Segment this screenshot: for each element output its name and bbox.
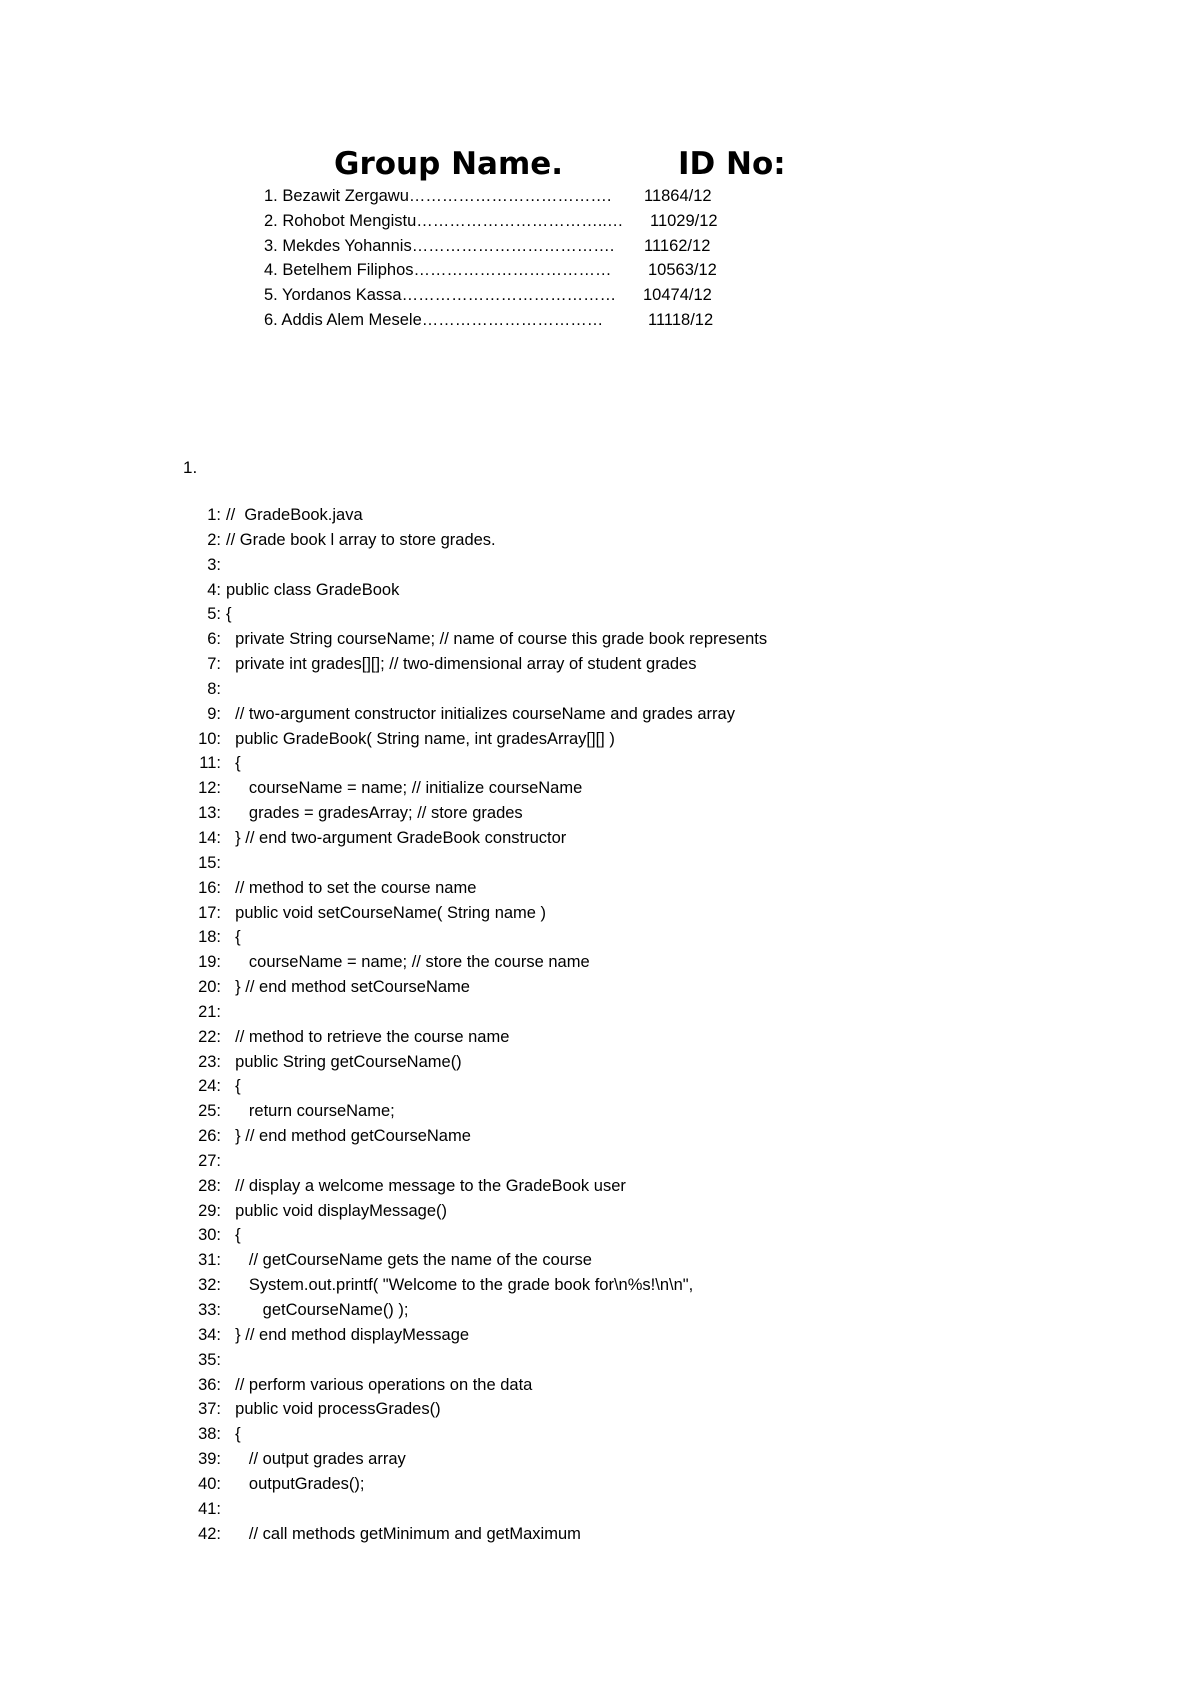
code-line [183, 1025, 943, 1050]
code-text: { [226, 928, 241, 947]
member-name: 5. Yordanos Kassa………………………………… [264, 286, 617, 305]
code-text: public void setCourseName( String name ) [226, 903, 547, 922]
code-line [183, 503, 943, 528]
code-line [183, 578, 943, 603]
line-number: 23: [198, 1052, 221, 1071]
code-text: getCourseName() ); [226, 1301, 409, 1319]
code-line [183, 677, 943, 702]
code-text: { [226, 1077, 241, 1096]
code-text: { [226, 1425, 241, 1444]
line-number: 36: [198, 1375, 221, 1394]
line-number: 24: [198, 1077, 221, 1096]
code-line [183, 1472, 943, 1497]
line-number: 12: [198, 779, 221, 798]
code-line [183, 950, 943, 975]
code-text: } // end method setCourseName [226, 978, 470, 997]
question-number: 1. [183, 458, 198, 477]
line-number: 10: [198, 729, 221, 748]
line-number: 42: [198, 1524, 221, 1543]
code-text: // display a welcome message to the GradeBook user [226, 1176, 626, 1195]
code-text: return courseName; [226, 1102, 395, 1121]
code-text: public void displayMessage() [226, 1201, 448, 1220]
line-number: 9: [207, 704, 221, 723]
code-line [183, 1348, 943, 1373]
code-line [183, 553, 943, 578]
member-id: 11162/12 [644, 236, 711, 255]
code-line [183, 1174, 943, 1199]
line-number: 17: [198, 903, 221, 922]
line-number: 35: [198, 1350, 221, 1369]
code-text: public GradeBook( String name, int gradesArray[][] ) [226, 729, 615, 748]
line-number: 2: [207, 530, 221, 549]
member-row [264, 184, 784, 209]
member-id: 11864/12 [644, 187, 712, 205]
line-number: 14: [198, 828, 221, 847]
line-number: 40: [198, 1474, 221, 1493]
code-listing [183, 503, 943, 1546]
line-number: 28: [198, 1176, 221, 1195]
member-row [264, 234, 784, 259]
line-number: 19: [198, 953, 221, 972]
code-line [183, 1522, 943, 1547]
line-number: 15: [198, 853, 221, 872]
code-text: courseName = name; // store the course name [226, 953, 590, 972]
code-line [183, 1050, 943, 1075]
line-number: 38: [198, 1425, 221, 1444]
code-text: // method to retrieve the course name [226, 1027, 510, 1046]
code-line [183, 1273, 943, 1298]
line-number: 1: [207, 506, 221, 524]
code-text: public class GradeBook [226, 580, 400, 599]
code-text: public String getCourseName() [226, 1052, 462, 1071]
code-line [183, 652, 943, 677]
code-line [183, 851, 943, 876]
member-name: 4. Betelhem Filiphos……………………………… [264, 261, 612, 280]
line-number: 7: [207, 655, 221, 674]
line-number: 5: [207, 605, 221, 624]
line-number: 37: [198, 1400, 221, 1419]
member-row [264, 308, 784, 333]
member-list [264, 184, 784, 333]
line-number: 41: [198, 1499, 221, 1518]
code-text: private String courseName; // name of course this grade book represents [226, 630, 768, 649]
code-line [183, 1248, 943, 1273]
code-line [183, 727, 943, 752]
id-number-heading: ID No: [678, 146, 786, 182]
code-text: // call methods getMinimum and getMaximum [226, 1524, 581, 1543]
code-text: outputGrades(); [226, 1474, 365, 1493]
code-line [183, 1074, 943, 1099]
line-number: 27: [198, 1151, 221, 1170]
line-number: 34: [198, 1325, 221, 1344]
line-number: 31: [198, 1251, 221, 1270]
line-number: 16: [198, 878, 221, 897]
code-text: public void processGrades() [226, 1400, 441, 1419]
code-line [183, 1000, 943, 1025]
line-number: 30: [198, 1226, 221, 1245]
code-text: // output grades array [226, 1450, 406, 1469]
group-name-heading: Group Name. [334, 146, 564, 182]
code-line [183, 826, 943, 851]
member-id: 11118/12 [648, 310, 714, 329]
code-line [183, 702, 943, 727]
code-text: courseName = name; // initialize courseName [226, 779, 583, 798]
code-line [183, 1199, 943, 1224]
code-line [183, 925, 943, 950]
code-line [183, 1323, 943, 1348]
code-text: { [226, 605, 232, 624]
code-text: } // end method displayMessage [226, 1325, 470, 1344]
line-number: 11: [199, 754, 221, 773]
code-line [183, 1124, 943, 1149]
line-number: 33: [198, 1301, 221, 1319]
code-line [183, 751, 943, 776]
code-text: // getCourseName gets the name of the course [226, 1251, 592, 1270]
member-id: 10563/12 [648, 261, 717, 280]
line-number: 3: [207, 555, 221, 574]
member-id: 10474/12 [643, 286, 712, 305]
code-text: } // end two-argument GradeBook constructor [226, 828, 567, 847]
code-line [183, 1447, 943, 1472]
code-line [183, 1373, 943, 1398]
member-name: 2. Rohobot Mengistu……………………………..… [264, 211, 624, 230]
code-line [183, 975, 943, 1000]
code-line [183, 1223, 943, 1248]
code-line [183, 901, 943, 926]
code-line [183, 801, 943, 826]
code-line [183, 1149, 943, 1174]
member-name: 3. Mekdes Yohannis………………………………. [264, 236, 615, 255]
member-name: 6. Addis Alem Mesele…………………………… [264, 310, 604, 329]
member-id: 11029/12 [650, 211, 718, 230]
code-line [183, 1298, 943, 1323]
line-number: 21: [198, 1002, 221, 1021]
line-number: 29: [198, 1201, 221, 1220]
code-text: private int grades[][]; // two-dimensional array of student grades [226, 655, 697, 674]
member-row [264, 283, 784, 308]
line-number: 32: [198, 1276, 221, 1295]
code-text: // GradeBook.java [226, 506, 363, 524]
line-number: 20: [198, 978, 221, 997]
line-number: 26: [198, 1127, 221, 1146]
line-number: 25: [198, 1102, 221, 1121]
code-text: { [226, 1226, 241, 1245]
member-row [264, 258, 784, 283]
line-number: 6: [207, 630, 221, 649]
code-text: System.out.printf( "Welcome to the grade book for\n%s!\n\n", [226, 1276, 694, 1295]
code-line [183, 1099, 943, 1124]
code-line [183, 776, 943, 801]
line-number: 22: [198, 1027, 221, 1046]
member-name: 1. Bezawit Zergawu………………………………. [264, 187, 612, 205]
code-text: } // end method getCourseName [226, 1127, 471, 1146]
code-text: // method to set the course name [226, 878, 477, 897]
line-number: 8: [207, 679, 221, 698]
code-line [183, 627, 943, 652]
code-text: // Grade book l array to store grades. [226, 530, 496, 549]
line-number: 4: [207, 580, 221, 599]
code-line [183, 1422, 943, 1447]
group-heading-row [334, 142, 834, 186]
line-number: 13: [198, 804, 221, 823]
member-row [264, 209, 784, 234]
code-text: // perform various operations on the data [226, 1375, 533, 1394]
line-number: 18: [198, 928, 221, 947]
code-line [183, 528, 943, 553]
code-line [183, 1497, 943, 1522]
code-text: grades = gradesArray; // store grades [226, 804, 523, 823]
line-number: 39: [198, 1450, 221, 1469]
code-text: { [226, 754, 241, 773]
code-line [183, 602, 943, 627]
code-line [183, 1397, 943, 1422]
code-line [183, 876, 943, 901]
code-text: // two-argument constructor initializes courseName and grades array [226, 704, 735, 723]
